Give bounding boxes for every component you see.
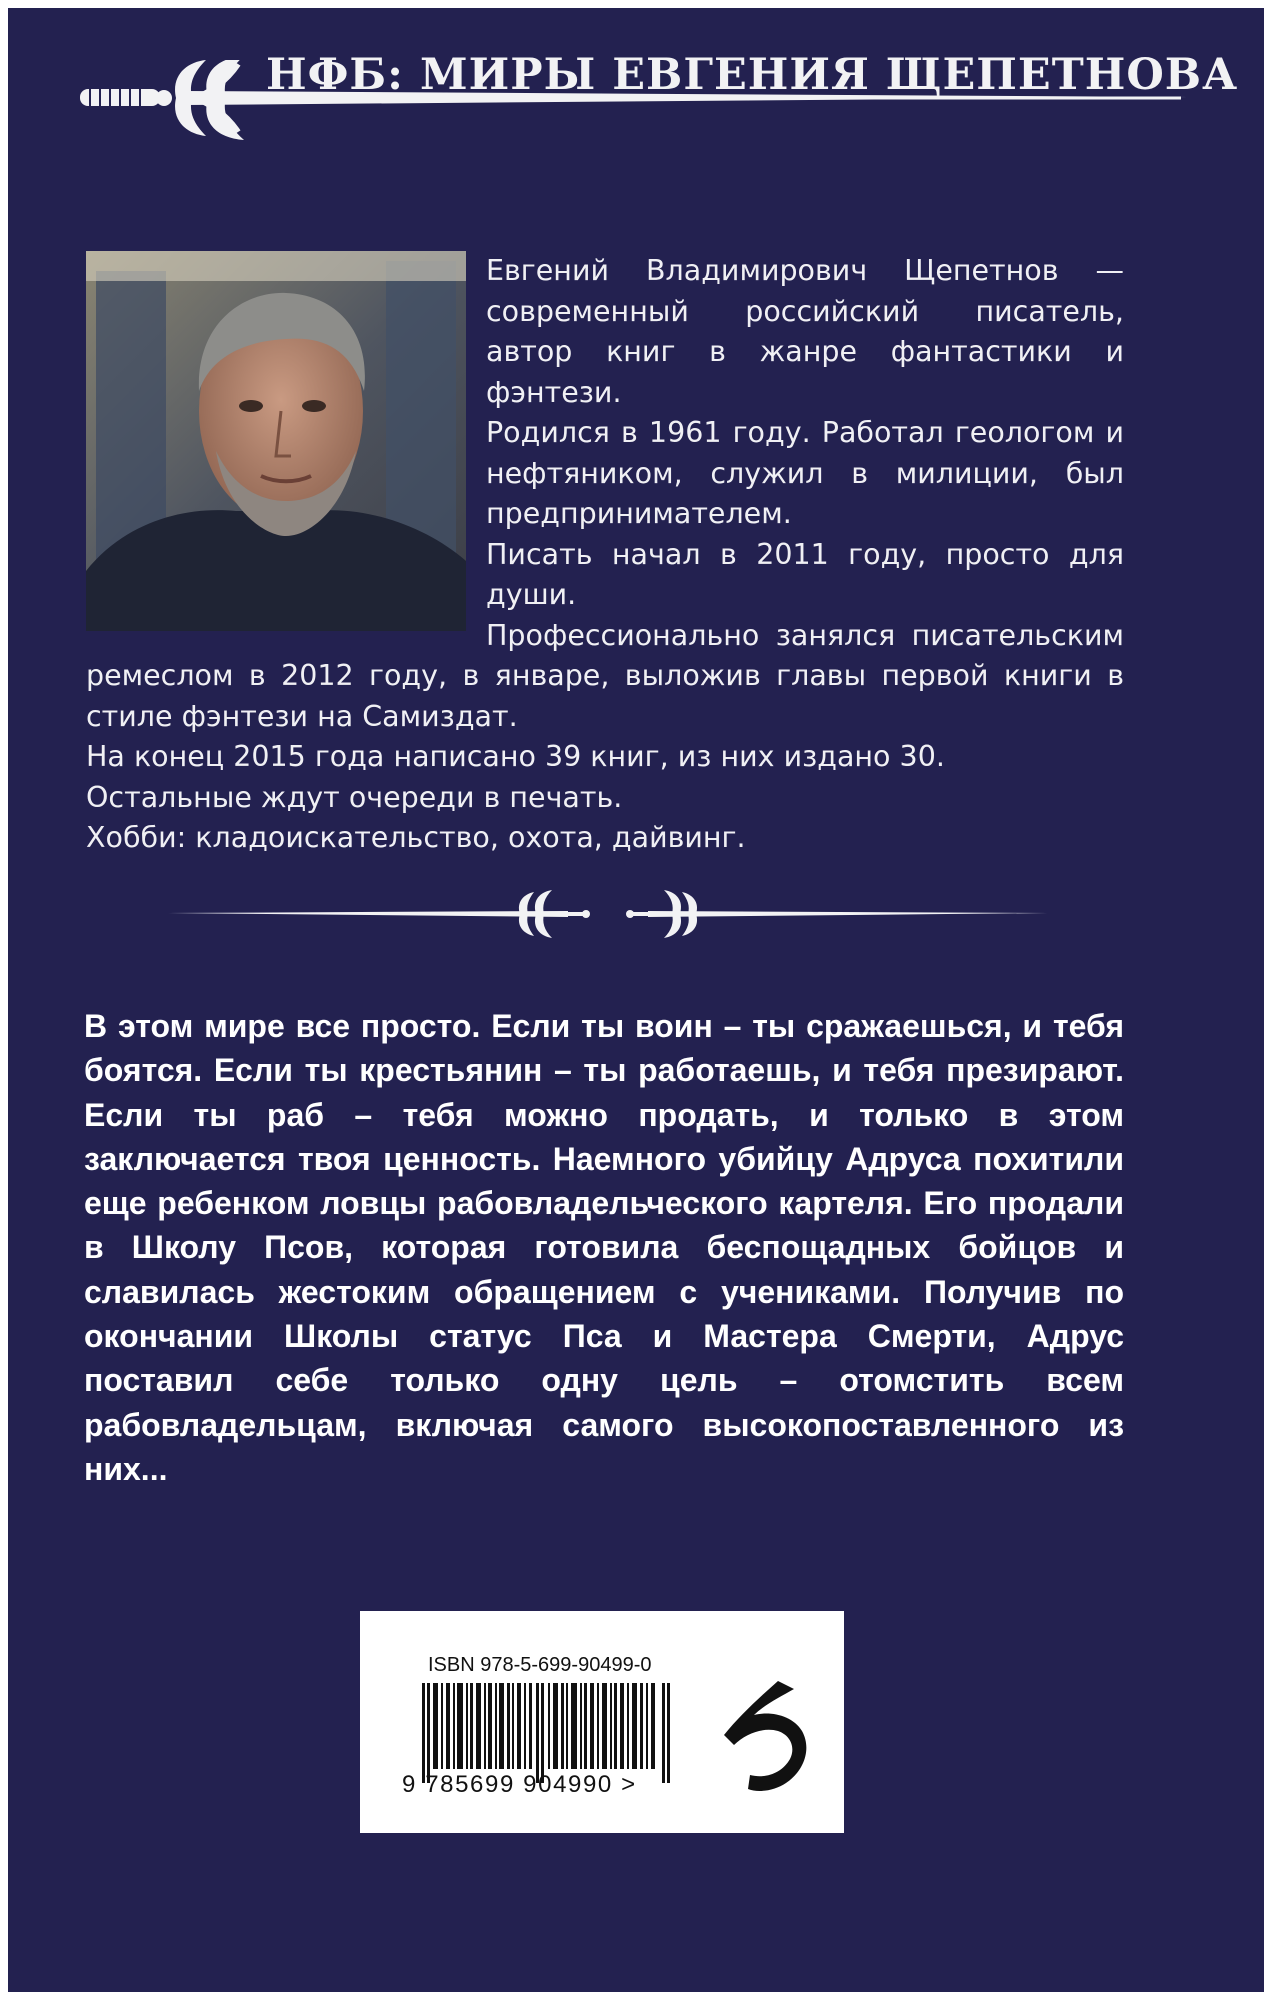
barcode-digits: 9 785699 904990 > [402,1771,637,1798]
twin-swords-divider-icon [168,890,1048,940]
bio-paragraph: Писать начал в 2011 году, просто для души. [486,537,1124,611]
bio-paragraph: Профессионально занялся писательским ремеслом в 2012 году, в январе, выложив главы первой книги в стиле фэнтези на Самиздат. [86,618,1124,733]
barcode-icon [422,1683,672,1783]
series-title: НФБ: МИРЫ ЕВГЕНИЯ ЩЕПЕТНОВА [266,50,1239,100]
bio-paragraph: На конец 2015 года написано 39 книг, из них издано 30. [86,740,945,773]
eksmo-logo-icon [720,1675,812,1795]
book-back-cover [8,8,1264,1992]
isbn-label: ISBN 978-5-699-90499-0 [428,1654,652,1676]
bio-paragraph: Остальные ждут очереди в печать. [86,780,623,814]
bio-paragraph: Евгений Владимирович Щепетнов — современный российский писатель, автор книг в жанре фантастики и фэнтези. [486,254,1124,409]
author-bio [86,251,1124,859]
barcode-panel [360,1611,844,1833]
bio-paragraph: Хобби: кладоискательство, охота, дайвинг. [86,821,746,854]
blurb-text: В этом мире все просто. Если ты воин – ты сражаешься, и тебя боятся. Если ты крестьянин – ты работаешь, и тебя презирают. Если ты раб – тебя можно продать, и только в этом заключается твоя ценность. Наемного убийцу Адруса похитили еще ребенком ловцы рабовладельческого картеля. Его продали в Школу Псов, которая готовила беспощадных бойцов и славилась жестоким обращением с учениками. Получив по окончании Школы статус Пса и Мастера Смерти, Адрус поставил себе только одну цель – отомстить всем рабовладельцам, включая самого высокопоставленного из них... [84,1008,1124,1487]
book-blurb [84,1004,1124,1491]
bio-paragraph: Родился в 1961 году. Работал геологом и нефтяником, служил в милиции, был предпринимателем. [486,416,1124,530]
